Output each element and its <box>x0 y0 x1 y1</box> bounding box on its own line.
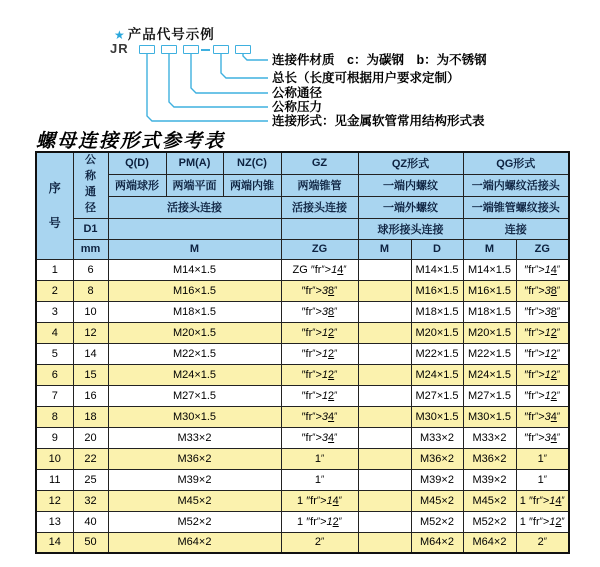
table-cell: M30×1.5 <box>108 406 281 427</box>
table-cell: ″fr″>12″ <box>281 322 358 343</box>
table-cell: M33×2 <box>463 427 516 448</box>
table-cell: M39×2 <box>411 469 463 490</box>
table-cell: M14×1.5 <box>411 259 463 280</box>
nut-connection-table <box>35 151 570 554</box>
table-cell: M39×2 <box>463 469 516 490</box>
table-cell: M22×1.5 <box>411 343 463 364</box>
table-header <box>36 152 569 259</box>
table-cell <box>358 280 411 301</box>
table-cell: 32 <box>73 490 108 511</box>
header-group-gz: GZ <box>281 152 358 174</box>
table-cell: M30×1.5 <box>411 406 463 427</box>
table-cell <box>358 343 411 364</box>
code-dash <box>201 49 210 51</box>
table-cell: 13 <box>36 511 73 532</box>
table-cell: M45×2 <box>108 490 281 511</box>
table-cell: 5 <box>36 343 73 364</box>
table-cell: 25 <box>73 469 108 490</box>
header-type-qd: 两端球形 <box>108 174 166 196</box>
table-cell: 4 <box>36 322 73 343</box>
table-cell: M36×2 <box>463 448 516 469</box>
header-group-qz: QZ形式 <box>358 152 463 174</box>
table-cell: ″fr″>14″ <box>516 259 569 280</box>
table-row <box>36 448 569 469</box>
table-cell <box>358 511 411 532</box>
table-cell: M33×2 <box>108 427 281 448</box>
header-type-qz: 一端内螺纹 <box>358 174 463 196</box>
table-cell: 2″ <box>281 532 358 553</box>
table-cell: 1″ <box>281 469 358 490</box>
table-body <box>36 259 569 553</box>
header-thread-zg: ZG <box>281 239 358 259</box>
table-cell: 7 <box>36 385 73 406</box>
table-cell: ZG ″fr″>14″ <box>281 259 358 280</box>
table-cell <box>358 427 411 448</box>
star-icon: ★ <box>114 28 126 42</box>
code-prefix: JR <box>110 41 129 56</box>
table-cell: 14 <box>36 532 73 553</box>
table-cell: M20×1.5 <box>463 322 516 343</box>
header-group-qg: QG形式 <box>463 152 569 174</box>
table-cell: M27×1.5 <box>463 385 516 406</box>
table-cell: M39×2 <box>108 469 281 490</box>
table-cell: ″fr″>38″ <box>281 280 358 301</box>
table-cell: 14 <box>73 343 108 364</box>
table-row <box>36 280 569 301</box>
table-cell: ″fr″>38″ <box>281 301 358 322</box>
table-cell: M27×1.5 <box>411 385 463 406</box>
table-cell <box>358 364 411 385</box>
table-cell: M33×2 <box>411 427 463 448</box>
header-seq: 序号 <box>36 152 73 259</box>
table-row <box>36 343 569 364</box>
table-cell: ″fr″>12″ <box>281 364 358 385</box>
table-cell: M24×1.5 <box>108 364 281 385</box>
table-wrapper <box>35 151 570 554</box>
table-cell: 10 <box>73 301 108 322</box>
table-row <box>36 364 569 385</box>
table-cell: 16 <box>73 385 108 406</box>
label-material: 连接件材质 c：为碳钢 b：为不锈钢 <box>272 53 487 67</box>
table-cell: M16×1.5 <box>463 280 516 301</box>
table-cell: 10 <box>36 448 73 469</box>
header-type-gz: 两端锥管 <box>281 174 358 196</box>
code-box-2 <box>161 45 177 54</box>
table-cell: 1 <box>36 259 73 280</box>
header-conn-union: 活接头连接 <box>108 196 281 218</box>
table-row <box>36 490 569 511</box>
table-cell: M16×1.5 <box>108 280 281 301</box>
table-cell: 1″ <box>516 469 569 490</box>
table-cell: ″fr″>34″ <box>281 427 358 448</box>
table-cell <box>358 469 411 490</box>
product-code-diagram <box>0 0 600 130</box>
table-cell: M36×2 <box>411 448 463 469</box>
table-row <box>36 301 569 322</box>
header-subconn-qz: 球形接头连接 <box>358 218 463 239</box>
table-cell: M18×1.5 <box>411 301 463 322</box>
table-cell: 20 <box>73 427 108 448</box>
header-d1: D1 <box>73 218 108 239</box>
code-box-1 <box>139 45 155 54</box>
table-cell: 2″ <box>516 532 569 553</box>
table-cell: 12 <box>36 490 73 511</box>
header-thread-m: M <box>108 239 281 259</box>
table-cell: ″fr″>12″ <box>516 364 569 385</box>
header-type-pma: 两端平面 <box>166 174 223 196</box>
table-cell: ″fr″>12″ <box>516 385 569 406</box>
table-cell: 22 <box>73 448 108 469</box>
header-type-qg: 一端内螺纹活接头 <box>463 174 569 196</box>
table-cell <box>358 301 411 322</box>
table-row <box>36 259 569 280</box>
table-row <box>36 406 569 427</box>
table-cell <box>358 406 411 427</box>
label-total-length: 总长（长度可根据用户要求定制） <box>272 71 460 85</box>
header-thread-qg-m: M <box>463 239 516 259</box>
table-cell <box>358 490 411 511</box>
table-cell <box>358 322 411 343</box>
table-cell: 18 <box>73 406 108 427</box>
header-blank-left <box>108 218 281 239</box>
table-cell: M52×2 <box>463 511 516 532</box>
table-cell: ″fr″>12″ <box>281 385 358 406</box>
table-row <box>36 532 569 553</box>
table-cell: 1″ <box>281 448 358 469</box>
header-mm: mm <box>73 239 108 259</box>
diagram-title <box>114 23 215 43</box>
table-cell: ″fr″>12″ <box>281 343 358 364</box>
table-cell: M36×2 <box>108 448 281 469</box>
table-row <box>36 511 569 532</box>
header-thread-qz-m: M <box>358 239 411 259</box>
table-cell: M20×1.5 <box>108 322 281 343</box>
table-cell: M18×1.5 <box>108 301 281 322</box>
table-cell: ″fr″>34″ <box>281 406 358 427</box>
label-connection-form: 连接形式：见金属软管常用结构形式表 <box>272 114 485 128</box>
table-cell: 6 <box>73 259 108 280</box>
table-cell: 50 <box>73 532 108 553</box>
table-cell <box>358 385 411 406</box>
table-cell: M18×1.5 <box>463 301 516 322</box>
table-cell: 6 <box>36 364 73 385</box>
table-cell: M52×2 <box>108 511 281 532</box>
header-thread-qg-zg: ZG <box>516 239 569 259</box>
table-row <box>36 385 569 406</box>
table-cell: ″fr″>12″ <box>516 343 569 364</box>
table-title: 螺母连接形式参考表 <box>36 130 226 152</box>
table-cell: M22×1.5 <box>463 343 516 364</box>
table-cell: M24×1.5 <box>411 364 463 385</box>
table-cell: 2 <box>36 280 73 301</box>
label-nominal-diameter: 公称通径 <box>272 86 323 100</box>
table-cell: M64×2 <box>411 532 463 553</box>
table-cell: 1 ″fr″>14″ <box>516 490 569 511</box>
header-type-nzc: 两端内锥 <box>223 174 281 196</box>
header-group-qd: Q(D) <box>108 152 166 174</box>
table-cell: M16×1.5 <box>411 280 463 301</box>
table-cell <box>358 259 411 280</box>
header-group-pma: PM(A) <box>166 152 223 174</box>
table-cell: 1 ″fr″>14″ <box>281 490 358 511</box>
table-cell: 1 ″fr″>12″ <box>516 511 569 532</box>
table-cell: M45×2 <box>463 490 516 511</box>
table-cell: ″fr″>38″ <box>516 280 569 301</box>
header-group-nzc: NZ(C) <box>223 152 281 174</box>
label-nominal-pressure: 公称压力 <box>272 100 323 114</box>
header-subconn-qg: 连接 <box>463 218 569 239</box>
table-cell: 40 <box>73 511 108 532</box>
header-blank-gz <box>281 218 358 239</box>
table-cell: ″fr″>12″ <box>516 322 569 343</box>
table-cell: 11 <box>36 469 73 490</box>
table-cell: M22×1.5 <box>108 343 281 364</box>
table-cell <box>358 532 411 553</box>
table-cell: 8 <box>36 406 73 427</box>
table-cell: M14×1.5 <box>108 259 281 280</box>
table-cell: M64×2 <box>108 532 281 553</box>
table-cell: M20×1.5 <box>411 322 463 343</box>
table-cell: ″fr″>38″ <box>516 301 569 322</box>
table-cell: 12 <box>73 322 108 343</box>
header-conn-qg: 一端锥管螺纹接头 <box>463 196 569 218</box>
header-thread-qz-d: D <box>411 239 463 259</box>
table-cell: 1 ″fr″>12″ <box>281 511 358 532</box>
diagram-title-text: 产品代号示例 <box>127 27 215 42</box>
header-conn-gz: 活接头连接 <box>281 196 358 218</box>
table-cell: M45×2 <box>411 490 463 511</box>
table-cell: ″fr″>34″ <box>516 406 569 427</box>
table-cell: M27×1.5 <box>108 385 281 406</box>
table-cell: 15 <box>73 364 108 385</box>
table-row <box>36 469 569 490</box>
table-cell: M30×1.5 <box>463 406 516 427</box>
code-box-5 <box>235 45 251 54</box>
table-cell: M64×2 <box>463 532 516 553</box>
table-cell: 8 <box>73 280 108 301</box>
table-row <box>36 427 569 448</box>
table-cell: M52×2 <box>411 511 463 532</box>
code-box-3 <box>183 45 199 54</box>
table-cell: M14×1.5 <box>463 259 516 280</box>
table-cell: M24×1.5 <box>463 364 516 385</box>
table-cell: 3 <box>36 301 73 322</box>
table-cell: 1″ <box>516 448 569 469</box>
table-cell <box>358 448 411 469</box>
table-cell: ″fr″>34″ <box>516 427 569 448</box>
header-conn-qz: 一端外螺纹 <box>358 196 463 218</box>
code-box-4 <box>213 45 229 54</box>
header-nominal-diameter: 公称通径 <box>73 152 108 218</box>
table-row <box>36 322 569 343</box>
table-cell: 9 <box>36 427 73 448</box>
